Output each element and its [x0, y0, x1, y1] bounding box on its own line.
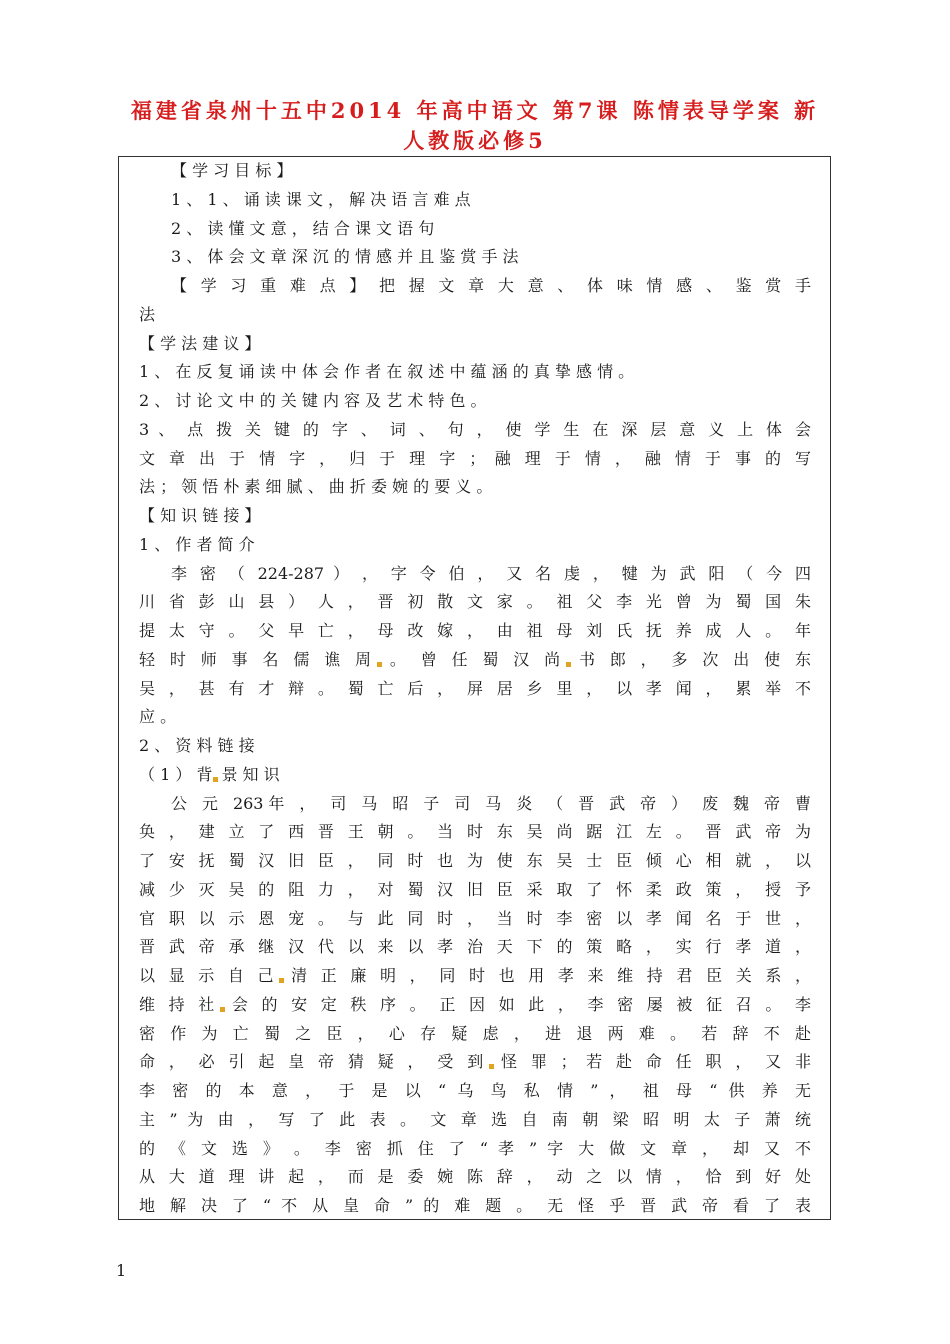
objective-1: 1 、 1 、 诵 读 课 文 ， 解 决 语 言 难 点	[171, 189, 471, 209]
background-para-4: 减 少 灭 吴 的 阻 力 ， 对 蜀 汉 旧 臣 采 取 了 怀 柔 政 策 ， 授 予	[139, 879, 811, 899]
text-seg: 。 曾 任 蜀 汉 尚	[384, 649, 566, 669]
highlight-mark	[279, 978, 284, 983]
highlight-mark	[377, 662, 382, 667]
section-heading-objectives: 【 学 习 目 标 】	[171, 161, 293, 180]
highlight-mark	[220, 1007, 225, 1012]
key-difficulties-cont: 法	[139, 304, 156, 324]
author-para-4	[139, 646, 811, 675]
key-difficulties: 【 学 习 重 难 点 】 把 握 文 章 大 意 、 体 味 情 感 、 鉴 赏 手	[171, 276, 811, 295]
document-title	[100, 96, 850, 156]
background-para-14: 从 大 道 理 讲 起 ， 而 是 委 婉 陈 辞 ， 动 之 以 情 ， 恰 到 好 处	[139, 1167, 811, 1187]
background-para-13: 的 《 文 选 》 。 李 密 抓 住 了 “ 孝 ” 字 大 做 文 章 ， 却 又 不	[139, 1138, 811, 1158]
text-seg: 清 正 廉 明 ， 同 时 也 用 孝 来 维 持 君 臣 关 系 ，	[286, 966, 811, 985]
background-para-9: 密 作 为 亡 蜀 之 臣 ， 心 存 疑 虑 ， 进 退 两 难 。 若 辞 不 赴	[139, 1023, 811, 1043]
title-line-2: 人教版必修5	[403, 128, 547, 153]
background-para-8	[139, 991, 811, 1020]
text-seg: 命 ， 必 引 起 皇 帝 猜 疑 ， 受 到	[139, 1052, 488, 1072]
method-3-cont-2: 法 ； 领 悟 朴 素 细 腻 、 曲 折 委 婉 的 要 义 。	[139, 477, 493, 497]
text-seg: 书 郎 ， 多 次 出 使 东	[574, 649, 811, 669]
section-heading-method: 【 学 法 建 议 】	[139, 333, 261, 353]
objective-2: 2 、 读 懂 文 意 ， 结 合 课 文 语 句	[171, 218, 435, 238]
highlight-mark	[213, 777, 218, 782]
author-para-1: 李 密 （ 224-287 ） ， 字 令 伯 ， 又 名 虔 ， 犍 为 武 阳 （ 今 四	[171, 563, 811, 583]
method-1: 1 、 在 反 复 诵 读 中 体 会 作 者 在 叙 述 中 蕴 涵 的 真 挚 感 情 。	[139, 362, 635, 382]
text-seg: 景 知 识	[221, 764, 280, 784]
subheading-background	[139, 761, 811, 790]
text-seg: 轻 时 师 事 名 儒 谯 周	[139, 649, 376, 669]
title-line-1: 福建省泉州十五中2014 年高中语文 第7课 陈情表导学案 新	[130, 98, 820, 123]
background-para-15: 地 解 决 了 “ 不 从 皇 命 ” 的 难 题 。 无 怪 乎 晋 武 帝 看 了 表	[139, 1196, 811, 1215]
background-para-11: 李 密 的 本 意 ， 于 是 以 “ 乌 鸟 私 情 ” ， 祖 母 “ 供 养 无	[139, 1081, 811, 1100]
text-seg: 维 持 社	[139, 994, 219, 1014]
text-seg: 以 显 示 自 己	[139, 966, 278, 985]
page-number: 1	[116, 1261, 127, 1280]
content-frame	[118, 156, 831, 1220]
background-para-3: 了 安 抚 蜀 汉 旧 臣 ， 同 时 也 为 使 东 吴 士 臣 倾 心 相 就 ， 以	[139, 851, 811, 870]
method-3-cont-1: 文 章 出 于 情 字 ， 归 于 理 字 ； 融 理 于 情 ， 融 情 于 事 的 写	[139, 448, 811, 468]
section-heading-knowledge: 【 知 识 链 接 】	[139, 506, 261, 525]
background-para-1: 公 元 263年 ， 司 马 昭 子 司 马 炎 （ 晋 武 帝 ） 废 魏 帝 曹	[171, 793, 811, 813]
author-para-5: 吴 ， 甚 有 才 辩 。 蜀 亡 后 ， 屏 居 乡 里 ， 以 孝 闻 ， 累 举 不	[139, 678, 811, 698]
subheading-materials: 2 、 资 料 链 接	[139, 736, 255, 755]
background-para-7	[139, 962, 811, 991]
objective-3: 3 、 体 会 文 章 深 沉 的 情 感 并 且 鉴 赏 手 法	[171, 247, 519, 267]
author-para-3: 提 太 守 。 父 早 亡 ， 母 改 嫁 ， 由 祖 母 刘 氏 抚 养 成 人 。 年	[139, 621, 811, 640]
text-seg: 怪 罪 ； 若 赴 命 任 职 ， 又 非	[496, 1052, 811, 1072]
background-para-6: 晋 武 帝 承 继 汉 代 以 来 以 孝 治 天 下 的 策 略 ， 实 行 孝 道 ，	[139, 937, 811, 957]
content-body	[139, 157, 811, 1221]
highlight-mark	[566, 662, 571, 667]
background-para-2: 奂 ， 建 立 了 西 晋 王 朝 。 当 时 东 吴 尚 踞 江 左 。 晋 武 帝 为	[139, 822, 811, 842]
background-para-5: 官 职 以 示 恩 宠 。 与 此 同 时 ， 当 时 李 密 以 孝 闻 名 于 世 ，	[139, 908, 811, 928]
method-2: 2 、 讨 论 文 中 的 关 键 内 容 及 艺 术 特 色 。	[139, 391, 487, 410]
text-seg: 会 的 安 定 秩 序 。 正 因 如 此 ， 李 密 屡 被 征 召 。 李	[227, 994, 811, 1014]
subheading-author: 1 、 作 者 简 介	[139, 534, 255, 554]
author-para-6: 应 。	[139, 707, 177, 727]
background-para-10	[139, 1048, 811, 1077]
highlight-mark	[489, 1064, 494, 1069]
text-seg: （ 1 ） 背	[139, 764, 213, 784]
method-3: 3 、 点 拨 关 键 的 字 、 词 、 句 ， 使 学 生 在 深 层 意 义 上 体 会	[139, 419, 811, 439]
author-para-2: 川 省 彭 山 县 ） 人 ， 晋 初 散 文 家 。 祖 父 李 光 曾 为 蜀 国 朱	[139, 592, 811, 612]
background-para-12: 主 ” 为 由 ， 写 了 此 表 。 文 章 选 自 南 朝 梁 昭 明 太 子 萧 统	[139, 1109, 811, 1129]
